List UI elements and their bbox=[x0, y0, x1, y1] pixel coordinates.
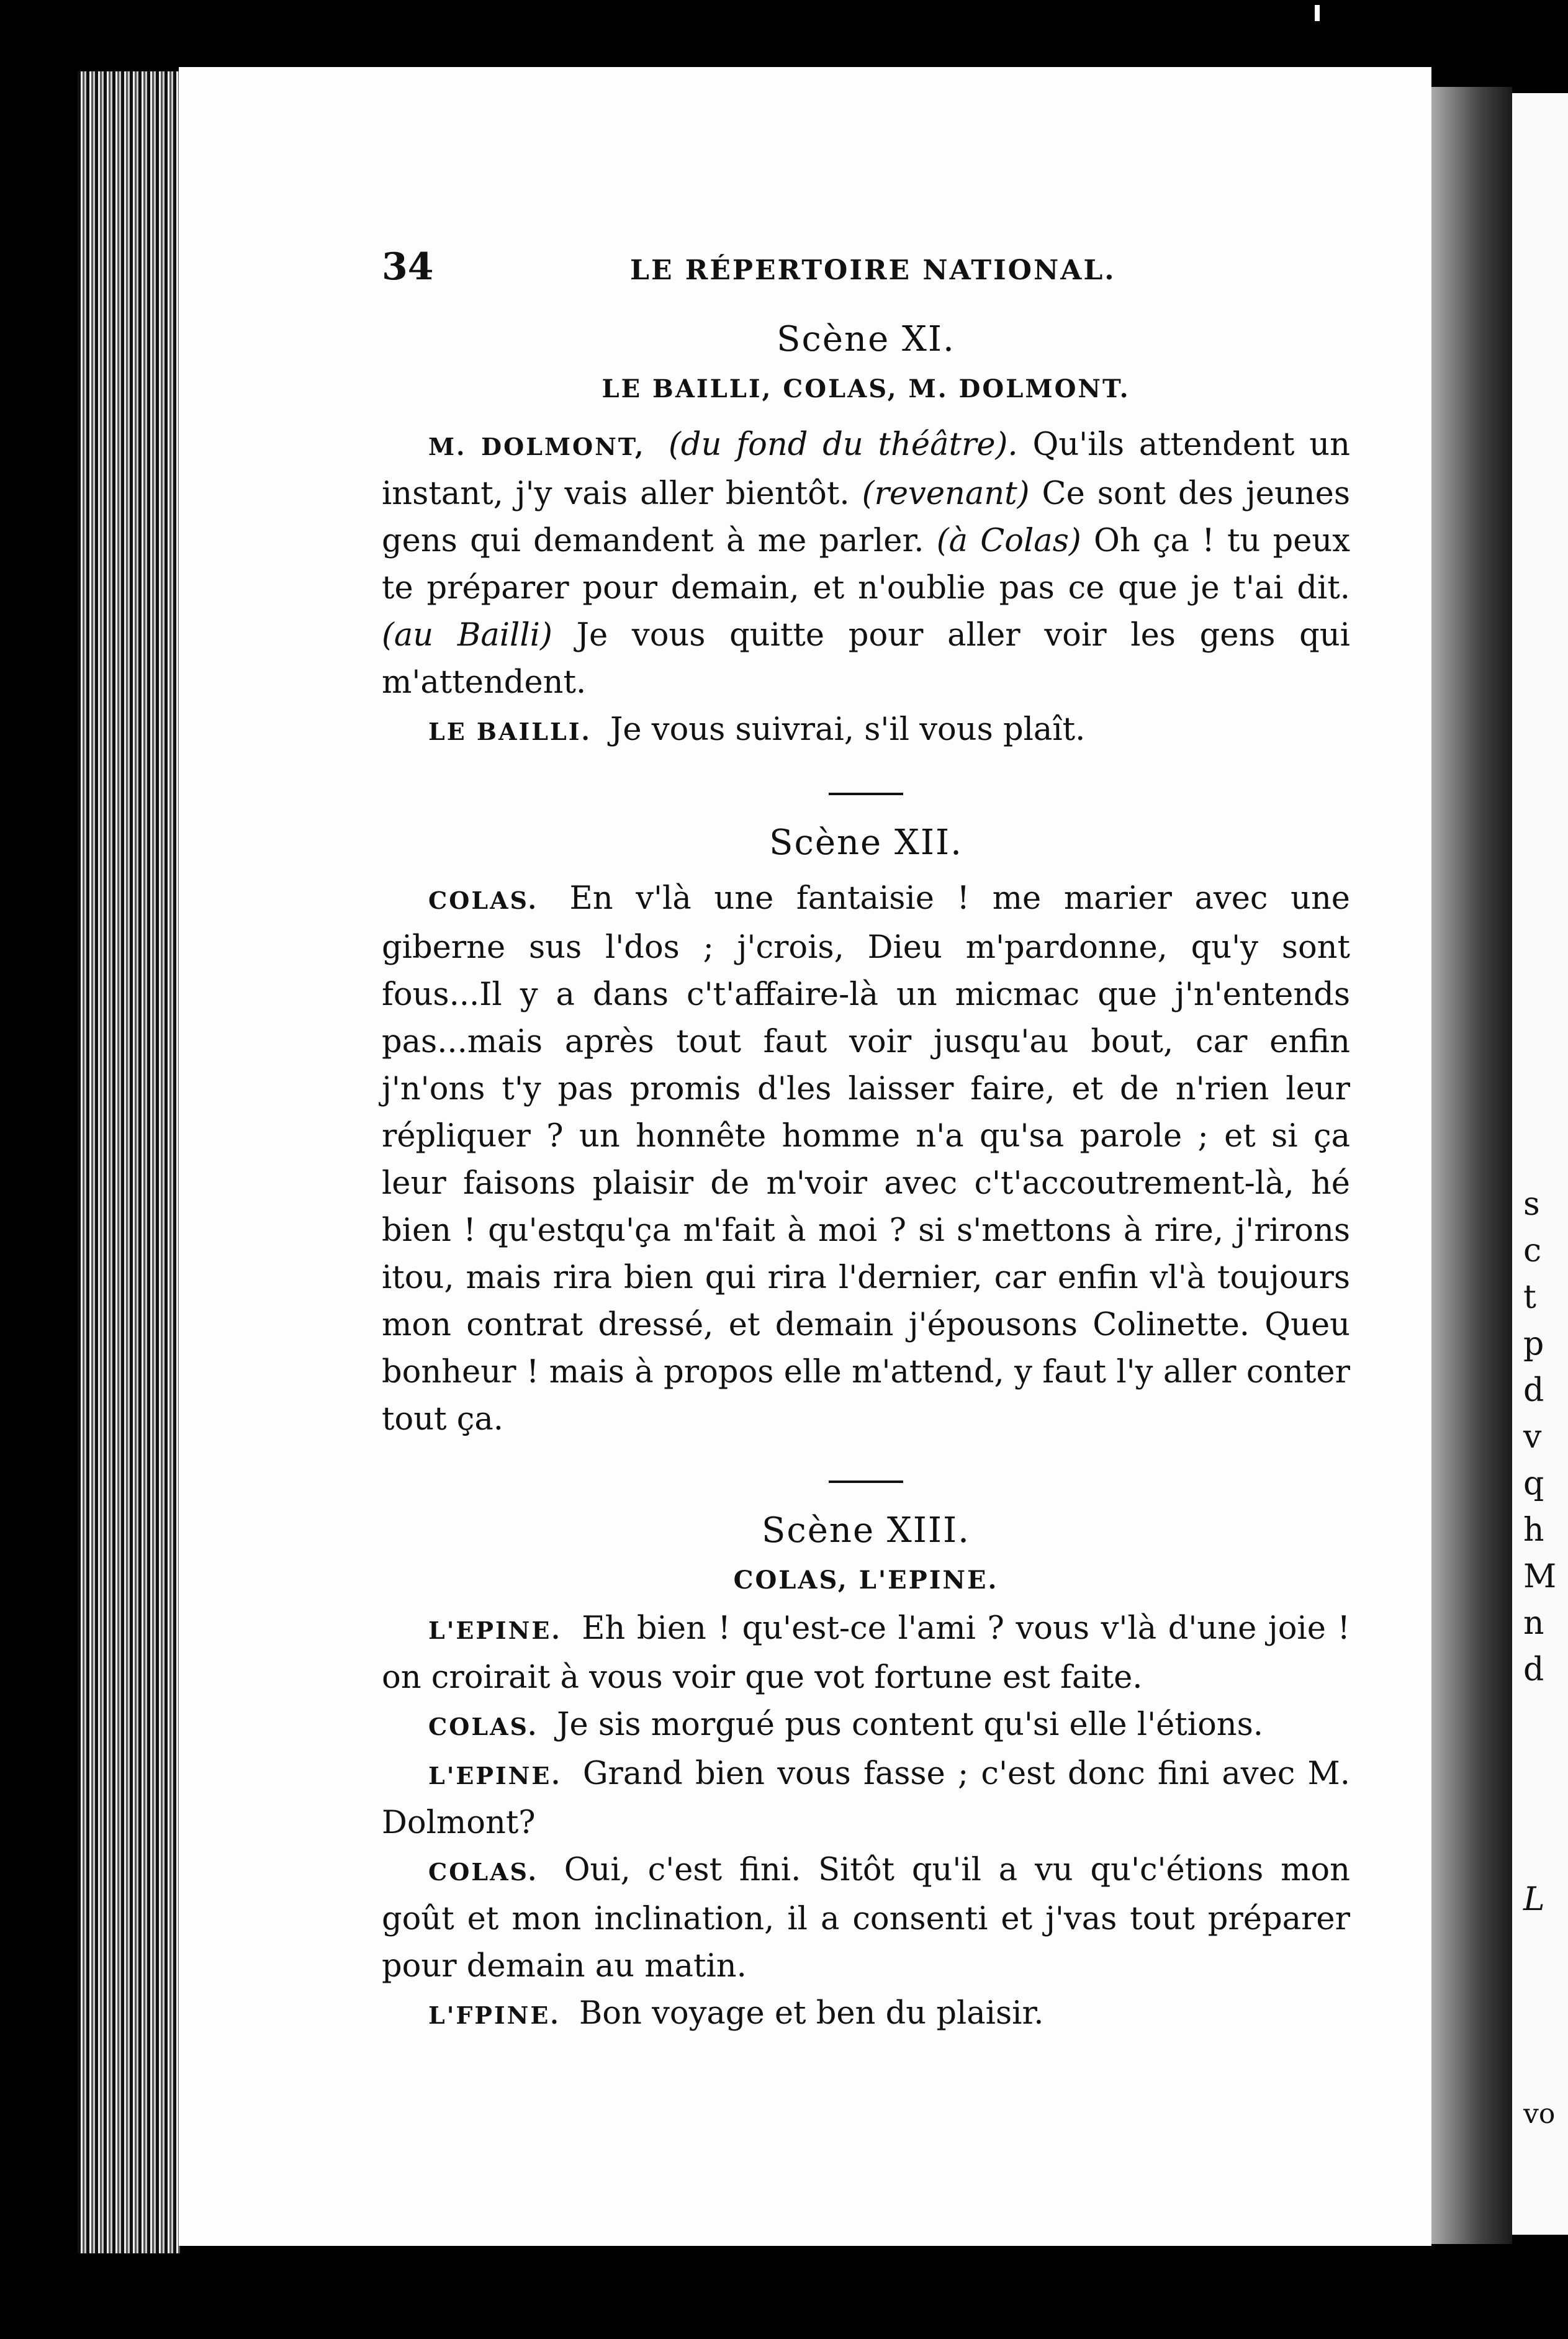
speech bbox=[382, 1990, 1350, 2039]
speech bbox=[382, 421, 1350, 706]
speech-text: En v'là une fantaisie ! me marier avec une giberne sus l'dos ; j'crois, Dieu m'pardonne, qu'y sont fous...Il y a dans c't'affaire-là un micmac que j'n'entends pas...mais après tout faut voir jusqu'au bout, car enfin j'n'ons t'y pas promis d'les laisser faire, et de n'rien leur répliquer ? un honnête homme n'a qu'sa parole ; et si ça leur faisons plaisir de m'voir avec c't'accoutrement-là, hé bien ! qu'estqu'ça m'fait à moi ? si s'mettons à rire, j'rirons itou, mais rira bien qui rira l'dernier, car enfin vl'à toujours mon contrat dressé, et demain j'épousons Colinette. Queu bonheur ! mais à propos elle m'attend, y faut l'y aller conter tout ça. bbox=[382, 880, 1350, 1438]
facing-page-fragment: M bbox=[1523, 1558, 1557, 1595]
speech-text: Eh bien ! qu'est-ce l'ami ? vous v'là d'une joie ! on croirait à vous voir que vot fortune est faite. bbox=[382, 1610, 1350, 1696]
facing-page-fragment: q bbox=[1523, 1465, 1544, 1502]
running-head bbox=[382, 245, 1350, 301]
facing-page-fragment: d bbox=[1523, 1372, 1544, 1409]
stage-direction: (au Bailli) bbox=[382, 617, 552, 654]
speech-text: Oui, c'est fini. Sitôt qu'il a vu qu'c'étions mon goût et mon inclination, il a consenti et j'vas tout préparer pour demain au matin. bbox=[382, 1852, 1350, 1985]
facing-page-fragment: t bbox=[1523, 1279, 1536, 1316]
facing-page-fragment: h bbox=[1523, 1512, 1544, 1549]
speaker-name: M. DOLMONT, bbox=[428, 433, 646, 461]
facing-page-fragment: c bbox=[1523, 1232, 1542, 1269]
speech bbox=[382, 1701, 1350, 1751]
facing-page-edge bbox=[1512, 93, 1568, 2235]
stage-direction: (du fond du théâtre). bbox=[669, 426, 1018, 463]
book-spine bbox=[78, 71, 180, 2253]
speech-text: Je vous suivrai, s'il vous plaît. bbox=[610, 711, 1086, 748]
page-number: 34 bbox=[382, 245, 434, 289]
speech-text: Ce sont des jeunes gens qui demandent à me parler. bbox=[382, 475, 1350, 559]
speech-text: Je vous quitte pour aller voir les gens qui m'attendent. bbox=[382, 617, 1350, 701]
speech-text: Oh ça ! tu peux te préparer pour demain, et n'oublie pas ce que je t'ai dit. bbox=[382, 523, 1350, 606]
facing-page-fragment: p bbox=[1523, 1325, 1544, 1363]
speech-text: Je sis morgué pus content qu'si elle l'étions. bbox=[557, 1706, 1264, 1743]
speech bbox=[382, 1751, 1350, 1847]
facing-page-fragment: n bbox=[1523, 1605, 1544, 1642]
speech-text: Bon voyage et ben du plaisir. bbox=[579, 1995, 1044, 2032]
speaker-name: LE BAILLI. bbox=[428, 718, 592, 746]
scene-title: Scène XIII. bbox=[762, 1510, 970, 1551]
speaker-name: L'FPINE. bbox=[428, 2001, 561, 2029]
scene-divider bbox=[829, 793, 903, 795]
page-content bbox=[382, 245, 1350, 2039]
speech-text: Qu'ils attendent un instant, j'y vais aller bientôt. bbox=[382, 426, 1350, 512]
stage-direction: (à Colas) bbox=[936, 523, 1081, 559]
speech bbox=[382, 1847, 1350, 1990]
stage-direction: (revenant) bbox=[862, 475, 1030, 512]
scan-speck bbox=[1315, 5, 1320, 21]
scene-title: Scène XII. bbox=[769, 822, 963, 863]
facing-page-fragment: L bbox=[1523, 1881, 1545, 1918]
scene-divider bbox=[829, 1480, 903, 1483]
scene-characters: LE BAILLI, COLAS, M. DOLMONT. bbox=[602, 374, 1130, 403]
running-title: LE RÉPERTOIRE NATIONAL. bbox=[630, 255, 1116, 286]
speech bbox=[382, 1605, 1350, 1701]
scene-characters: COLAS, L'EPINE. bbox=[733, 1566, 999, 1595]
speech bbox=[382, 706, 1350, 755]
speaker-name: COLAS. bbox=[428, 1858, 538, 1886]
speaker-name: COLAS. bbox=[428, 1713, 538, 1741]
speaker-name: L'EPINE. bbox=[428, 1762, 562, 1790]
speech-text: Grand bien vous fasse ; c'est donc fini avec M. Dolmont? bbox=[382, 1755, 1350, 1841]
facing-page-fragment: vo bbox=[1523, 2098, 1556, 2130]
speaker-name: COLAS. bbox=[428, 886, 538, 914]
scene-title: Scène XI. bbox=[777, 319, 955, 359]
facing-page-fragment: v bbox=[1523, 1418, 1542, 1456]
speech bbox=[382, 875, 1350, 1443]
facing-page-fragment: s bbox=[1523, 1186, 1540, 1223]
speaker-name: L'EPINE. bbox=[428, 1616, 562, 1644]
page-edge-shadow bbox=[1431, 87, 1512, 2244]
facing-page-fragment: d bbox=[1523, 1651, 1544, 1688]
